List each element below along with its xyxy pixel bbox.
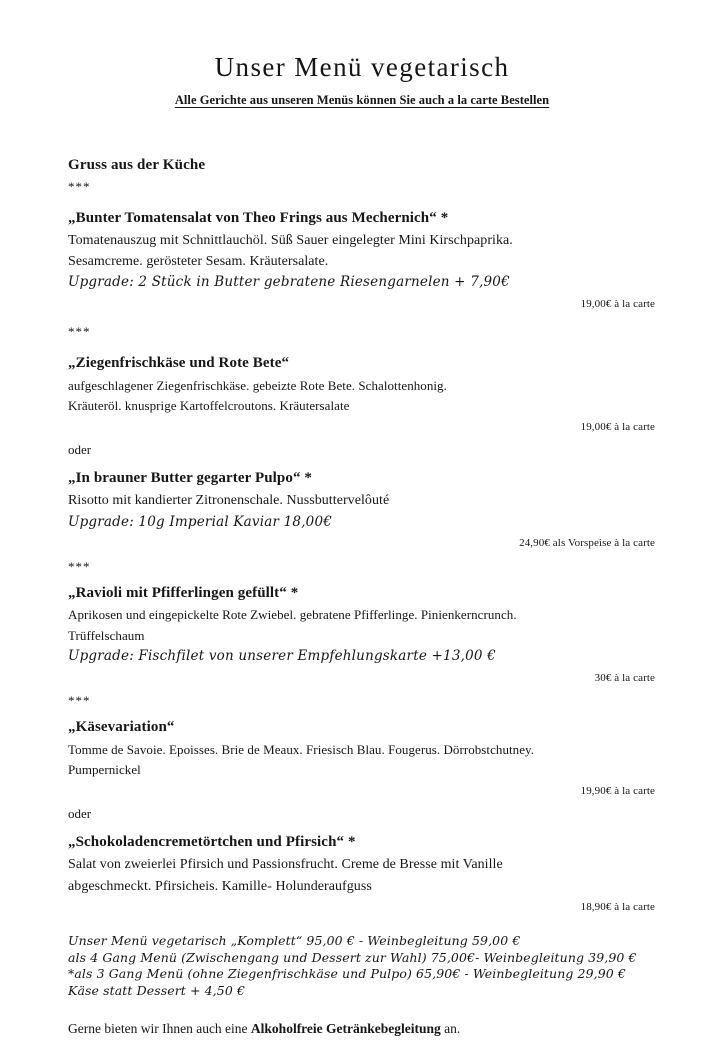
beverage-note	[68, 1019, 656, 1039]
alternative-label: oder	[68, 442, 92, 458]
dish-description-line: Trüffelschaum	[68, 627, 145, 643]
menu-item-tomatensalat	[68, 207, 656, 313]
pricing-line: als 4 Gang Menü (Zwischengang und Dessert zur Wahl) 75,00€- Weinbegleitung 39,90 €	[68, 949, 637, 965]
menu-content	[68, 154, 656, 1040]
dish-title: „Bunter Tomatensalat von Theo Frings aus Mechernich“ *	[68, 209, 449, 226]
section-heading-greeting: Gruss aus der Küche	[68, 157, 206, 174]
dish-description-line: abgeschmeckt. Pfirsicheis. Kamille- Holunderaufguss	[68, 878, 372, 894]
menu-item-kaesevariation	[68, 716, 656, 799]
dish-description-line: Kräuteröl. knusprige Kartoffelcroutons. Kräutersalate	[68, 398, 350, 414]
dish-title: „Käsevariation“	[68, 719, 175, 736]
dish-description-line: Risotto mit kandierter Zitronenschale. Nussbuttervelôuté	[68, 493, 390, 509]
menu-item-ziegenfrischkaese	[68, 352, 656, 435]
separator-asterisks: ***	[68, 178, 91, 194]
dish-title: „Ravioli mit Pfifferlingen gefüllt“ *	[68, 584, 299, 601]
pricing-line: *als 3 Gang Menü (ohne Ziegenfrischkäse und Pulpo) 65,90€ - Weinbegleitung 29,90 €	[68, 966, 626, 982]
beverage-note-prefix: Gerne bieten wir Ihnen auch eine	[68, 1021, 251, 1037]
dish-price: 18,90€ à la carte	[580, 900, 655, 913]
dish-upgrade: Upgrade: 10g Imperial Kaviar 18,00€	[68, 513, 333, 530]
dish-description-line: Salat von zweierlei Pfirsich und Passionsfrucht. Creme de Bresse mit Vanille	[68, 857, 503, 873]
menu-item-schokoladencremetoertchen	[68, 831, 656, 915]
dish-upgrade: Upgrade: Fischfilet von unserer Empfehlungskarte +13,00 €	[68, 648, 496, 665]
dish-description-line: Sesamcreme. gerösteter Sesam. Kräutersalate.	[68, 254, 329, 270]
separator-asterisks: ***	[68, 693, 91, 709]
menu-item-ravioli	[68, 582, 656, 686]
dish-price: 19,00€ à la carte	[580, 297, 655, 310]
menu-item-pulpo	[68, 467, 656, 552]
page-title: Unser Menü vegetarisch	[214, 52, 510, 82]
dish-upgrade: Upgrade: 2 Stück in Butter gebratene Riesengarnelen + 7,90€	[68, 274, 510, 291]
dish-price: 19,00€ à la carte	[580, 420, 655, 433]
dish-description-line: aufgeschlagener Ziegenfrischkäse. gebeizte Rote Bete. Schalottenhonig.	[68, 377, 447, 393]
page-subtitle: Alle Gerichte aus unseren Menüs können Sie auch a la carte Bestellen	[174, 93, 550, 108]
dish-title: „Ziegenfrischkäse und Rote Bete“	[68, 355, 290, 372]
alternative-label: oder	[68, 806, 92, 822]
pricing-line: Unser Menü vegetarisch „Komplett“ 95,00 € - Weinbegleitung 59,00 €	[68, 933, 521, 949]
beverage-note-highlight: Alkoholfreie Getränkebegleitung	[250, 1021, 441, 1037]
separator-asterisks: ***	[68, 558, 91, 574]
dish-description-line: Tomme de Savoie. Epoisses. Brie de Meaux. Friesisch Blau. Fougerus. Dörrobstchutney.	[68, 741, 535, 757]
dish-description-line: Pumpernickel	[68, 762, 141, 778]
separator-asterisks: ***	[68, 324, 91, 340]
dish-price: 24,90€ als Vorspeise à la carte	[519, 537, 655, 550]
beverage-note-suffix: an.	[440, 1021, 461, 1037]
pricing-line: Käse statt Dessert + 4,50 €	[68, 982, 246, 998]
dish-description-line: Aprikosen und eingepickelte Rote Zwiebel. gebratene Pfifferlinge. Pinienkerncrunch.	[68, 607, 517, 623]
dish-title: „Schokoladencremetörtchen und Pfirsich“ *	[68, 834, 356, 851]
dish-description-line: Tomatenauszug mit Schnittlauchöl. Süß Sauer eingelegter Mini Kirschpaprika.	[68, 232, 513, 248]
dish-price: 19,90€ à la carte	[580, 784, 655, 797]
dish-price: 30€ à la carte	[594, 671, 655, 684]
dish-title: „In brauner Butter gegarter Pulpo“ *	[68, 470, 313, 487]
